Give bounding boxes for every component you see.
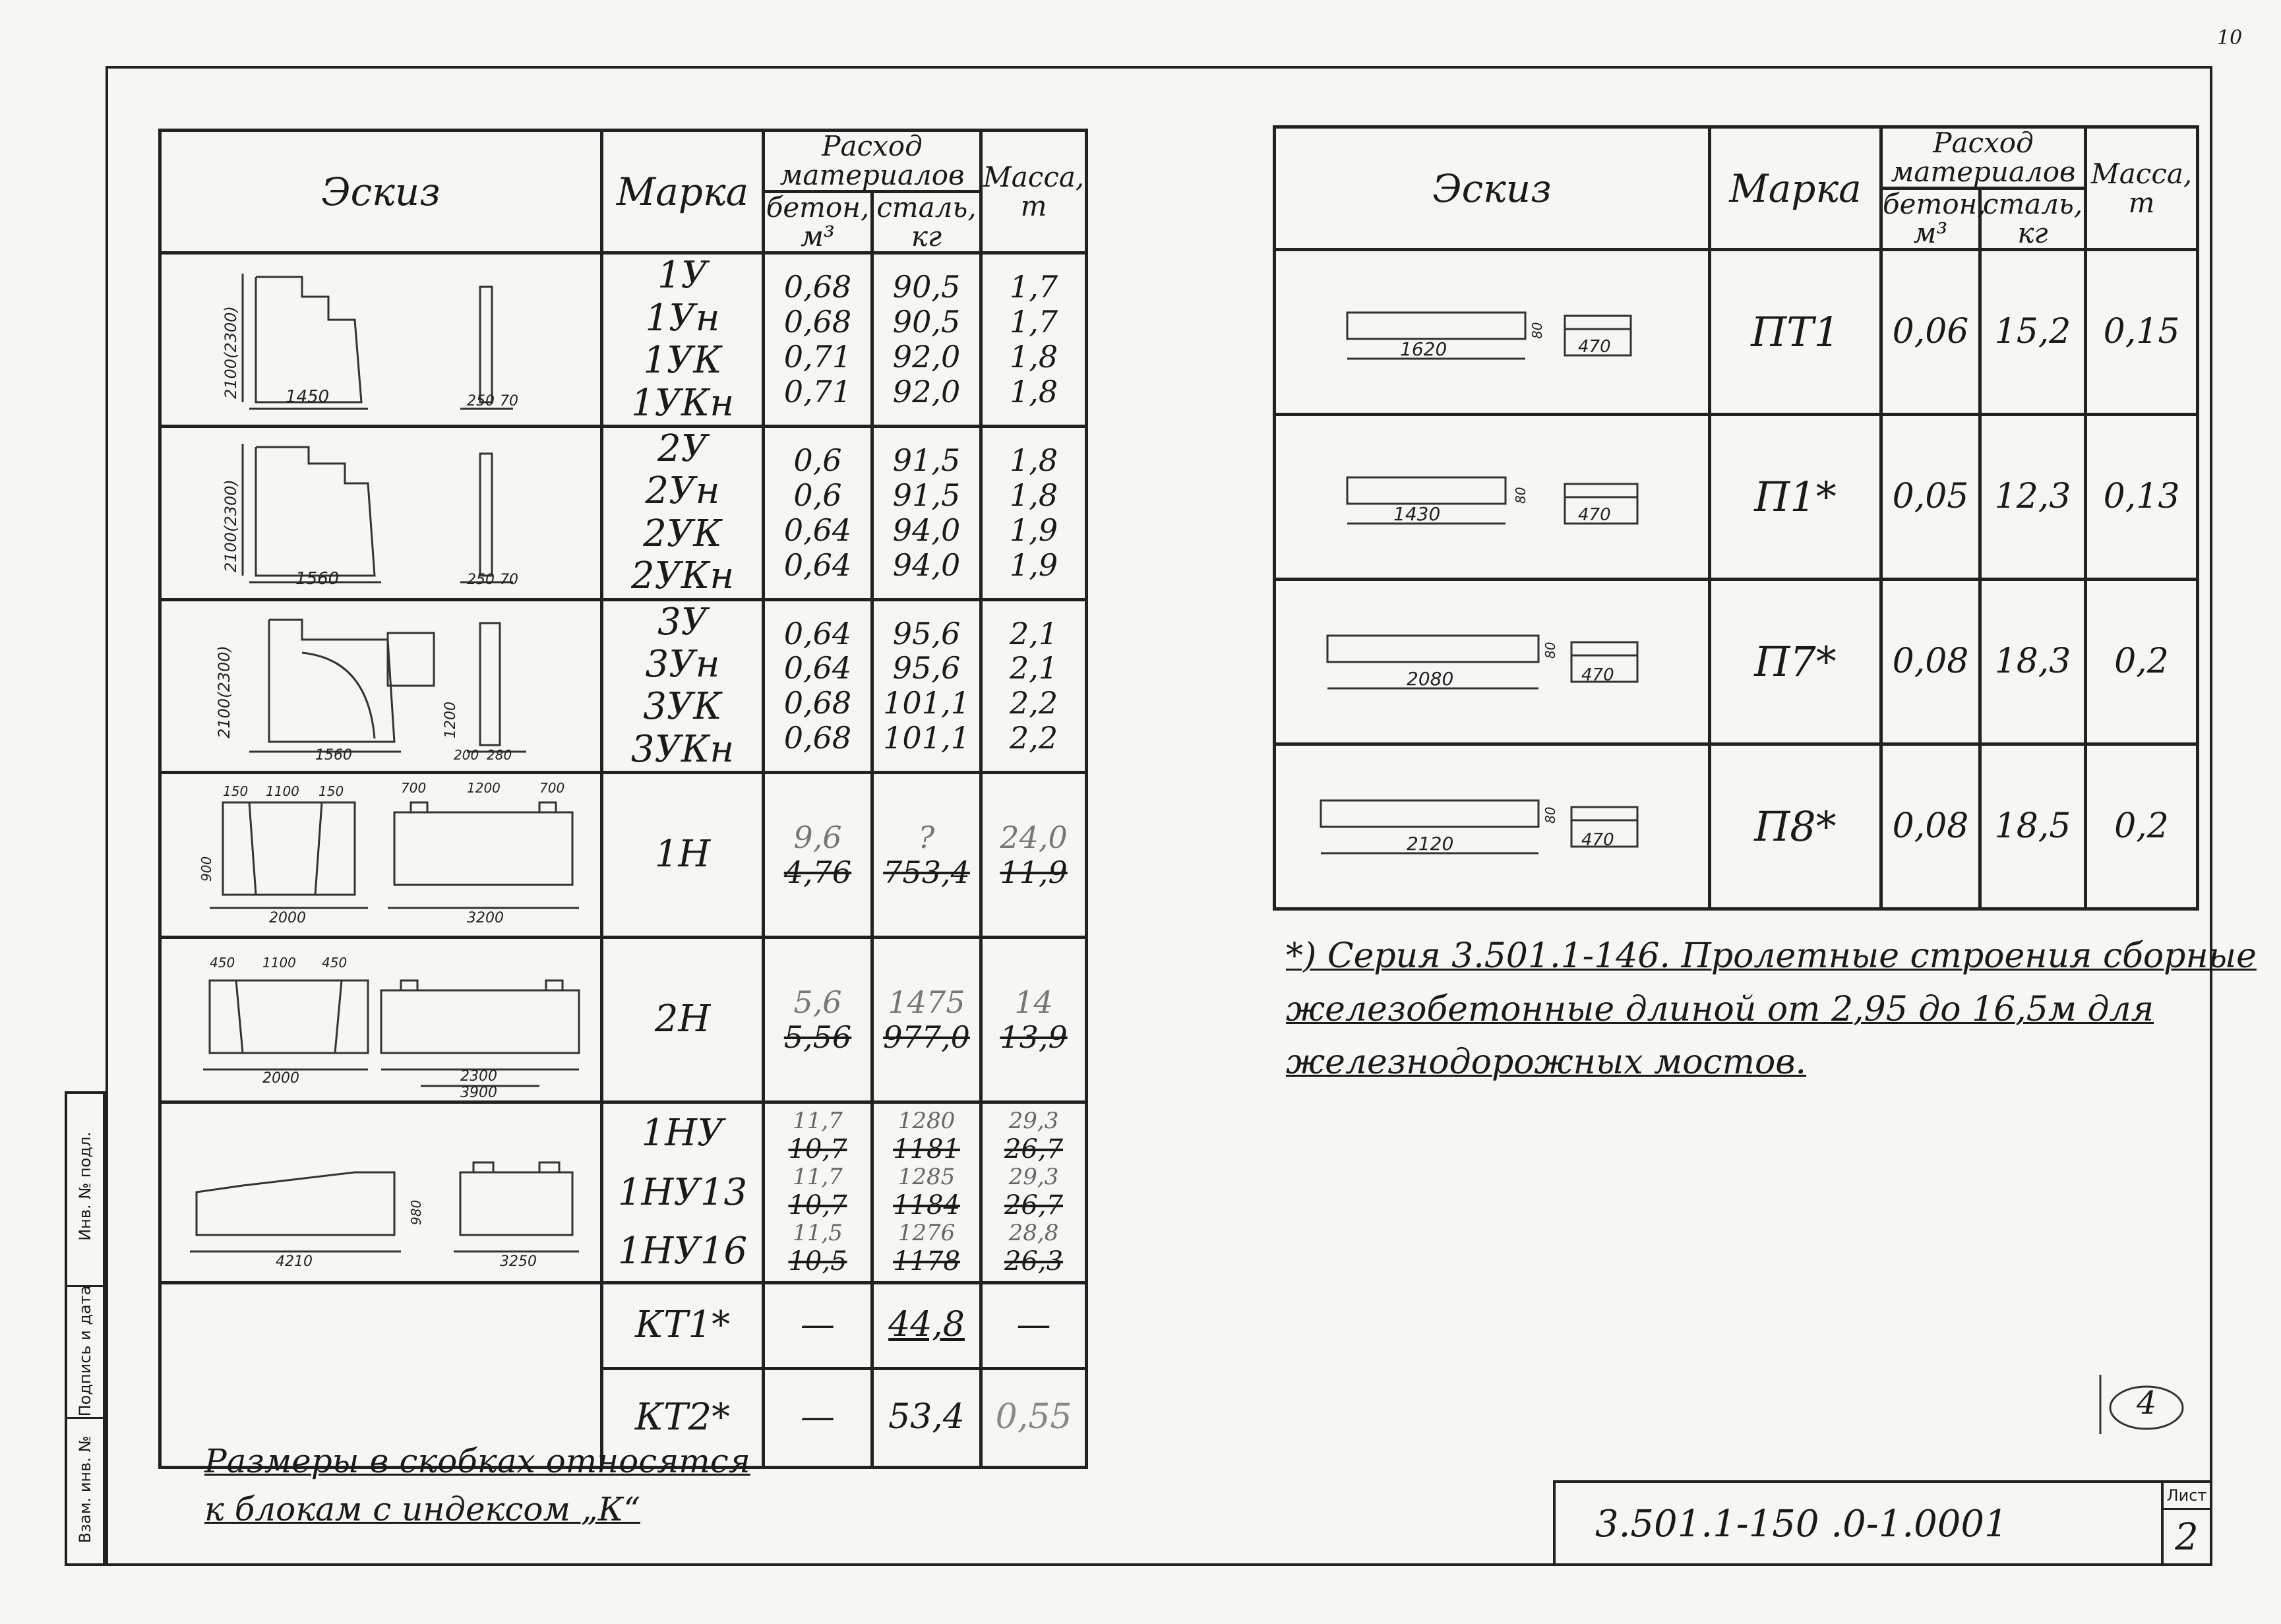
mark-cell: КТ1* — [602, 1282, 764, 1368]
dim-label: 3900 — [460, 1084, 497, 1099]
concrete-cell: 11,7 10,7 11,7 10,7 11,5 10,5 — [764, 1102, 872, 1283]
table-row — [160, 599, 1087, 773]
right-footnote: *) Серия 3.501.1-146. Пролетные строения сборные железобетонные длиной от 2,95 до 16,5м для железнодорожных мостов. — [1286, 936, 2257, 1083]
table-row — [1275, 580, 2198, 744]
header-mass: Масса, т — [2086, 127, 2198, 250]
concrete-cell: 5,6 5,56 — [764, 938, 872, 1102]
sketch-1ny — [160, 1102, 602, 1283]
right-materials-table — [1273, 125, 2199, 911]
dim-label: 1620 — [1399, 338, 1447, 360]
table-row — [160, 1282, 1087, 1368]
mark-cell: 1У 1Ун 1УК 1УКн — [602, 253, 764, 427]
mass-cell: 2,1 2,1 2,2 2,2 — [981, 599, 1087, 773]
dim-label: 2080 — [1406, 667, 1453, 690]
table-row — [160, 426, 1087, 599]
dim-label: 70 — [499, 571, 518, 588]
dim-label: 450 — [209, 954, 235, 971]
steel-cell: 91,5 91,5 94,0 94,0 — [872, 426, 981, 599]
steel-cell: ? 753,4 — [872, 773, 981, 938]
dim-label: 150 — [318, 783, 344, 799]
dim-label: 80 — [1529, 322, 1545, 339]
concrete-cell: 0,08 — [1881, 744, 1980, 909]
mass-cell: 0,15 — [2086, 250, 2198, 415]
dim-label: 470 — [1581, 665, 1614, 685]
mass-cell: 24,0 11,9 — [981, 773, 1087, 938]
table-row — [1275, 744, 2198, 909]
sketch-2u — [160, 426, 602, 599]
mark-cell: П8* — [1710, 744, 1881, 909]
title-stamp — [1553, 1480, 2212, 1566]
side-stamp-label: Инв. № подл. — [76, 1131, 94, 1241]
sketch-p7 — [1275, 580, 1710, 744]
dim-label: 200 — [453, 747, 479, 764]
dim-label: 1200 — [442, 702, 459, 739]
sketch-3u — [160, 599, 602, 773]
mark-cell: 1НУ 1НУ13 1НУ16 — [602, 1102, 764, 1283]
steel-cell: 1280 1181 1285 1184 1276 1178 — [872, 1102, 981, 1283]
mass-cell: — — [981, 1282, 1087, 1368]
mark-cell: П7* — [1710, 580, 1881, 744]
sketch-1u — [160, 253, 602, 427]
dim-label: 280 — [486, 747, 512, 764]
steel-cell: 12,3 — [1980, 415, 2086, 580]
concrete-cell: — — [764, 1368, 872, 1467]
dim-label: 2100(2300) — [221, 479, 240, 572]
dim-label: 80 — [1512, 487, 1529, 504]
header-materials: Расход материалов — [1881, 127, 2086, 189]
dim-label: 2300 — [460, 1068, 497, 1085]
dim-label: 1200 — [466, 779, 501, 796]
mass-cell: 1,8 1,8 1,9 1,9 — [981, 426, 1087, 599]
dim-label: 980 — [408, 1200, 424, 1226]
steel-cell: 18,3 — [1980, 580, 2086, 744]
table-row — [160, 938, 1087, 1102]
header-steel: сталь, кг — [1980, 189, 2086, 250]
concrete-cell: — — [764, 1282, 872, 1368]
sheet-number: 2 — [2175, 1516, 2199, 1559]
dim-label: 3200 — [466, 909, 504, 926]
dim-label: 3250 — [499, 1253, 537, 1271]
steel-cell: 18,5 — [1980, 744, 2086, 909]
mass-cell: 0,2 — [2086, 744, 2198, 909]
table-row — [160, 773, 1087, 938]
concrete-cell: 0,68 0,68 0,71 0,71 — [764, 253, 872, 427]
mark-cell: 2Н — [602, 938, 764, 1102]
dim-label: 450 — [321, 954, 347, 971]
concrete-cell: 0,64 0,64 0,68 0,68 — [764, 599, 872, 773]
doc-code: 3.501.1-150 .0-1.0001 — [1595, 1503, 2008, 1546]
side-stamp — [65, 1091, 106, 1566]
header-concrete: бетон, м³ — [1881, 189, 1980, 250]
mass-cell: 0,13 — [2086, 415, 2198, 580]
mass-cell: 0,2 — [2086, 580, 2198, 744]
mark-cell: 1Н — [602, 773, 764, 938]
mark-cell: 3У 3Ун 3УК 3УКн — [602, 599, 764, 773]
header-steel: сталь, кг — [872, 192, 981, 253]
corner-number: 10 — [2217, 26, 2243, 49]
steel-cell: 15,2 — [1980, 250, 2086, 415]
sketch-p1 — [1275, 415, 1710, 580]
concrete-cell: 0,6 0,6 0,64 0,64 — [764, 426, 872, 599]
header-mark: Марка — [1710, 127, 1881, 250]
dim-label: 2000 — [268, 909, 306, 926]
dim-label: 1450 — [285, 387, 329, 407]
header-concrete: бетон, м³ — [764, 192, 872, 253]
header-materials: Расход материалов — [764, 131, 981, 192]
dim-label: 4210 — [275, 1253, 313, 1271]
header-sketch: Эскиз — [160, 131, 602, 253]
steel-cell: 44,8 — [872, 1282, 981, 1368]
dim-label: 700 — [400, 779, 426, 796]
dim-label: 2100(2300) — [221, 306, 240, 400]
dim-label: 900 — [198, 856, 214, 882]
dim-label: 470 — [1581, 829, 1614, 850]
dim-label: 70 — [499, 393, 518, 410]
dim-label: 1100 — [262, 954, 296, 971]
sketch-p8 — [1275, 744, 1710, 909]
dim-label: 1560 — [315, 747, 352, 764]
dim-label: 1560 — [295, 568, 339, 589]
steel-cell: 90,5 90,5 92,0 92,0 — [872, 253, 981, 427]
circle-number: 4 — [2137, 1385, 2157, 1422]
table-row — [160, 253, 1087, 427]
dim-label: 700 — [539, 779, 564, 796]
dim-label: 80 — [1542, 642, 1558, 659]
table-row — [1275, 250, 2198, 415]
side-stamp-label: Подпись и дата — [76, 1285, 94, 1417]
header-mark: Марка — [602, 131, 764, 253]
sketch-2n — [160, 938, 602, 1102]
steel-cell: 53,4 — [872, 1368, 981, 1467]
sketch-1n — [160, 773, 602, 938]
table-row — [1275, 415, 2198, 580]
steel-cell: 95,6 95,6 101,1 101,1 — [872, 599, 981, 773]
dim-label: 80 — [1542, 806, 1558, 824]
dim-label: 1430 — [1393, 502, 1440, 525]
mark-cell: 2У 2Ун 2УК 2УКн — [602, 426, 764, 599]
header-mass: Масса, т — [981, 131, 1087, 253]
concrete-cell: 0,06 — [1881, 250, 1980, 415]
concrete-cell: 9,6 4,76 — [764, 773, 872, 938]
dim-label: 1100 — [265, 783, 299, 799]
circled-page-mark — [2094, 1375, 2193, 1434]
concrete-cell: 0,08 — [1881, 580, 1980, 744]
steel-cell: 1475 977,0 — [872, 938, 981, 1102]
mark-cell: КТ2* — [602, 1368, 764, 1467]
dim-label: 250 — [466, 393, 495, 410]
sketch-pt1 — [1275, 250, 1710, 415]
mass-cell: 14 13,9 — [981, 938, 1087, 1102]
dim-label: 2120 — [1406, 832, 1453, 855]
header-sketch: Эскиз — [1275, 127, 1710, 250]
mass-cell: 0,55 — [981, 1368, 1087, 1467]
sheet-label: Лист — [2164, 1483, 2210, 1510]
mass-cell: 1,7 1,7 1,8 1,8 — [981, 253, 1087, 427]
dim-label: 2000 — [262, 1069, 299, 1087]
table-row — [160, 1102, 1087, 1283]
left-materials-table — [158, 129, 1088, 1469]
dim-label: 150 — [222, 783, 248, 799]
dim-label: 2100(2300) — [214, 646, 233, 739]
concrete-cell: 0,05 — [1881, 415, 1980, 580]
dim-label: 470 — [1577, 504, 1611, 525]
dim-label: 470 — [1577, 336, 1611, 357]
side-stamp-label: Взам. инв. № — [76, 1435, 94, 1544]
dim-label: 250 — [466, 571, 495, 588]
left-footnote: Размеры в скобках относятся к блокам с индексом „К“ — [204, 1442, 750, 1528]
mass-cell: 29,3 26,7 29,3 26,7 28,8 26,3 — [981, 1102, 1087, 1283]
mark-cell: П1* — [1710, 415, 1881, 580]
mark-cell: ПТ1 — [1710, 250, 1881, 415]
